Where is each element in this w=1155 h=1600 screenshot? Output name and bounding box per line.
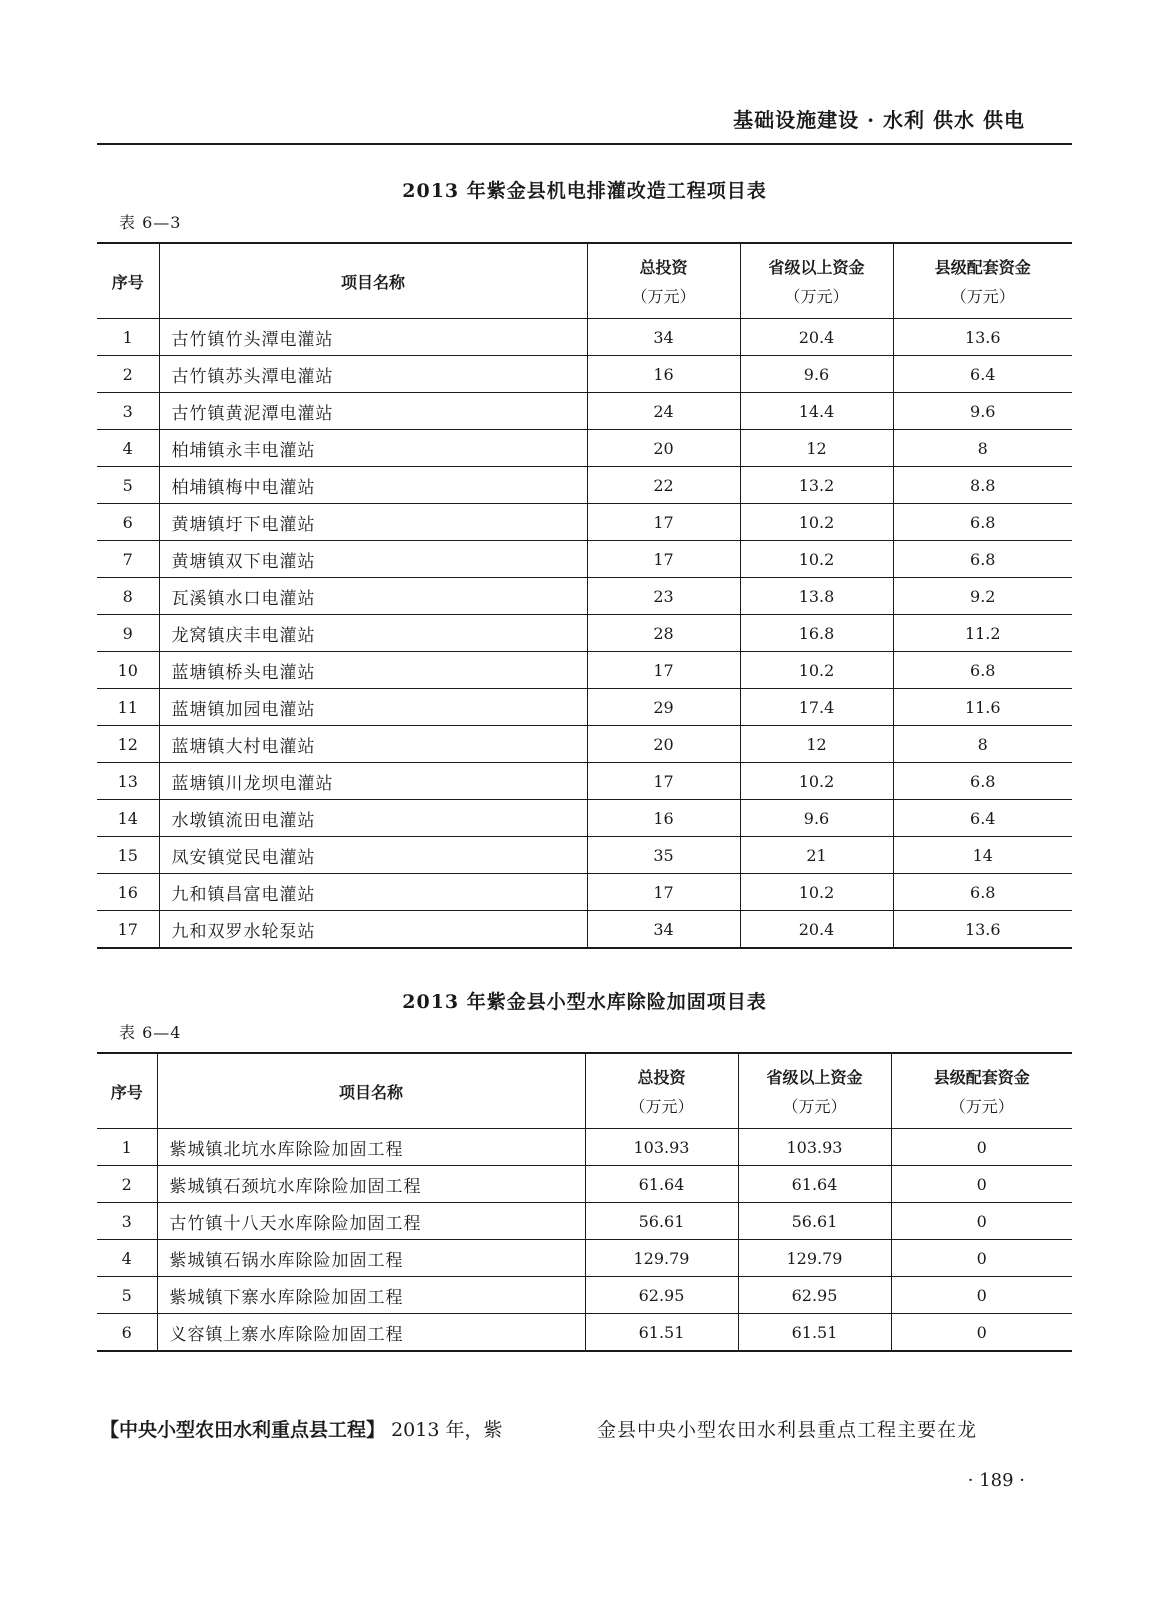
cell-prov: 10.2 bbox=[740, 541, 893, 578]
section-header-title: 基础设施建设 · 水利 供水 供电 bbox=[733, 108, 1025, 132]
cell-prov: 10.2 bbox=[740, 504, 893, 541]
table-row bbox=[97, 689, 1072, 726]
cell-prov: 56.61 bbox=[738, 1203, 891, 1240]
cell-name: 古竹镇竹头潭电灌站 bbox=[159, 319, 587, 356]
cell-seq: 13 bbox=[97, 763, 159, 800]
cell-total: 23 bbox=[587, 578, 740, 615]
table-row bbox=[97, 911, 1072, 949]
table-row bbox=[97, 652, 1072, 689]
table-row bbox=[97, 541, 1072, 578]
header-total-unit: （万元） bbox=[629, 1097, 694, 1116]
cell-county: 0 bbox=[891, 1203, 1072, 1240]
cell-county: 9.6 bbox=[893, 393, 1072, 430]
table-row bbox=[97, 393, 1072, 430]
header-total-label: 总投资 bbox=[639, 258, 688, 277]
cell-county: 6.4 bbox=[893, 800, 1072, 837]
cell-total: 16 bbox=[587, 800, 740, 837]
cell-prov: 10.2 bbox=[740, 763, 893, 800]
header-total bbox=[587, 243, 740, 319]
header-seq: 序号 bbox=[97, 1053, 157, 1129]
cell-county: 0 bbox=[891, 1129, 1072, 1166]
table-row bbox=[97, 1314, 1072, 1352]
cell-prov: 20.4 bbox=[740, 911, 893, 949]
cell-total: 17 bbox=[587, 763, 740, 800]
header-county-unit: （万元） bbox=[949, 1097, 1014, 1116]
cell-name: 紫城镇下寨水库除险加固工程 bbox=[157, 1277, 585, 1314]
header-provincial bbox=[738, 1053, 891, 1129]
header-provincial-label: 省级以上资金 bbox=[766, 1068, 863, 1087]
cell-prov: 62.95 bbox=[738, 1277, 891, 1314]
cell-name: 九和双罗水轮泵站 bbox=[159, 911, 587, 949]
table-row bbox=[97, 467, 1072, 504]
cell-county: 0 bbox=[891, 1277, 1072, 1314]
cell-seq: 2 bbox=[97, 1166, 157, 1203]
cell-total: 20 bbox=[587, 430, 740, 467]
cell-seq: 3 bbox=[97, 393, 159, 430]
table-row bbox=[97, 726, 1072, 763]
cell-seq: 1 bbox=[97, 1129, 157, 1166]
cell-county: 0 bbox=[891, 1166, 1072, 1203]
cell-total: 17 bbox=[587, 541, 740, 578]
table-row bbox=[97, 1203, 1072, 1240]
table2-header-row bbox=[97, 1053, 1072, 1129]
cell-total: 20 bbox=[587, 726, 740, 763]
cell-total: 22 bbox=[587, 467, 740, 504]
cell-name: 蓝塘镇大村电灌站 bbox=[159, 726, 587, 763]
cell-county: 13.6 bbox=[893, 911, 1072, 949]
cell-prov: 16.8 bbox=[740, 615, 893, 652]
header-seq: 序号 bbox=[97, 243, 159, 319]
cell-county: 0 bbox=[891, 1314, 1072, 1352]
cell-total: 17 bbox=[587, 504, 740, 541]
cell-prov: 61.51 bbox=[738, 1314, 891, 1352]
table-row bbox=[97, 615, 1072, 652]
paragraph-text-right: 金县中央小型农田水利县重点工程主要在龙 bbox=[597, 1419, 978, 1441]
cell-county: 6.8 bbox=[893, 541, 1072, 578]
cell-name: 黄塘镇双下电灌站 bbox=[159, 541, 587, 578]
cell-name: 龙窝镇庆丰电灌站 bbox=[159, 615, 587, 652]
cell-name: 凤安镇觉民电灌站 bbox=[159, 837, 587, 874]
cell-seq: 2 bbox=[97, 356, 159, 393]
table-reservoir-projects bbox=[97, 1052, 1072, 1352]
table-row bbox=[97, 1129, 1072, 1166]
cell-prov: 129.79 bbox=[738, 1240, 891, 1277]
body-paragraph bbox=[100, 1415, 1072, 1442]
table-row bbox=[97, 1277, 1072, 1314]
table-row bbox=[97, 578, 1072, 615]
cell-total: 62.95 bbox=[585, 1277, 738, 1314]
cell-name: 水墩镇流田电灌站 bbox=[159, 800, 587, 837]
table-row bbox=[97, 1240, 1072, 1277]
cell-name: 柏埔镇梅中电灌站 bbox=[159, 467, 587, 504]
cell-name: 紫城镇石颈坑水库除险加固工程 bbox=[157, 1166, 585, 1203]
header-provincial-unit: （万元） bbox=[782, 1097, 847, 1116]
cell-county: 6.8 bbox=[893, 652, 1072, 689]
header-provincial bbox=[740, 243, 893, 319]
cell-name: 紫城镇北坑水库除险加固工程 bbox=[157, 1129, 585, 1166]
cell-county: 8 bbox=[893, 726, 1072, 763]
table2-title: 2013 年紫金县小型水库除险加固项目表 bbox=[402, 991, 767, 1013]
header-rule bbox=[97, 143, 1072, 145]
header-total-label: 总投资 bbox=[637, 1068, 686, 1087]
cell-seq: 9 bbox=[97, 615, 159, 652]
cell-seq: 14 bbox=[97, 800, 159, 837]
cell-seq: 5 bbox=[97, 467, 159, 504]
table-row bbox=[97, 504, 1072, 541]
header-provincial-label: 省级以上资金 bbox=[768, 258, 865, 277]
cell-seq: 3 bbox=[97, 1203, 157, 1240]
cell-prov: 20.4 bbox=[740, 319, 893, 356]
cell-seq: 6 bbox=[97, 504, 159, 541]
cell-county: 6.8 bbox=[893, 874, 1072, 911]
table-row bbox=[97, 763, 1072, 800]
table2-label: 表 6—4 bbox=[119, 1023, 182, 1042]
header-county-label: 县级配套资金 bbox=[933, 1068, 1030, 1087]
header-total bbox=[585, 1053, 738, 1129]
header-name: 项目名称 bbox=[159, 243, 587, 319]
cell-total: 35 bbox=[587, 837, 740, 874]
header-provincial-unit: （万元） bbox=[784, 287, 849, 306]
cell-total: 16 bbox=[587, 356, 740, 393]
cell-total: 24 bbox=[587, 393, 740, 430]
header-total-unit: （万元） bbox=[631, 287, 696, 306]
cell-total: 29 bbox=[587, 689, 740, 726]
cell-total: 17 bbox=[587, 874, 740, 911]
table-row bbox=[97, 837, 1072, 874]
cell-total: 28 bbox=[587, 615, 740, 652]
cell-prov: 12 bbox=[740, 726, 893, 763]
cell-county: 8.8 bbox=[893, 467, 1072, 504]
cell-total: 34 bbox=[587, 911, 740, 949]
cell-county: 13.6 bbox=[893, 319, 1072, 356]
cell-name: 蓝塘镇桥头电灌站 bbox=[159, 652, 587, 689]
cell-seq: 17 bbox=[97, 911, 159, 949]
cell-total: 34 bbox=[587, 319, 740, 356]
table-row bbox=[97, 800, 1072, 837]
cell-seq: 5 bbox=[97, 1277, 157, 1314]
cell-county: 9.2 bbox=[893, 578, 1072, 615]
cell-prov: 13.2 bbox=[740, 467, 893, 504]
cell-total: 103.93 bbox=[585, 1129, 738, 1166]
cell-prov: 9.6 bbox=[740, 356, 893, 393]
cell-prov: 21 bbox=[740, 837, 893, 874]
cell-name: 黄塘镇圩下电灌站 bbox=[159, 504, 587, 541]
cell-total: 61.51 bbox=[585, 1314, 738, 1352]
cell-seq: 10 bbox=[97, 652, 159, 689]
table1-header-row bbox=[97, 243, 1072, 319]
table-row bbox=[97, 356, 1072, 393]
cell-county: 0 bbox=[891, 1240, 1072, 1277]
cell-prov: 61.64 bbox=[738, 1166, 891, 1203]
cell-prov: 12 bbox=[740, 430, 893, 467]
table-row bbox=[97, 1166, 1072, 1203]
header-county bbox=[891, 1053, 1072, 1129]
cell-seq: 12 bbox=[97, 726, 159, 763]
page-number: · 189 · bbox=[967, 1470, 1025, 1491]
cell-name: 义容镇上寨水库除险加固工程 bbox=[157, 1314, 585, 1352]
cell-total: 61.64 bbox=[585, 1166, 738, 1203]
cell-prov: 103.93 bbox=[738, 1129, 891, 1166]
header-county bbox=[893, 243, 1072, 319]
paragraph-text-left: 2013 年，紫 bbox=[391, 1419, 503, 1441]
table-row bbox=[97, 874, 1072, 911]
cell-name: 古竹镇苏头潭电灌站 bbox=[159, 356, 587, 393]
table-irrigation-projects bbox=[97, 242, 1072, 949]
cell-prov: 13.8 bbox=[740, 578, 893, 615]
cell-seq: 4 bbox=[97, 430, 159, 467]
cell-total: 17 bbox=[587, 652, 740, 689]
cell-name: 柏埔镇永丰电灌站 bbox=[159, 430, 587, 467]
header-name: 项目名称 bbox=[157, 1053, 585, 1129]
cell-name: 九和镇昌富电灌站 bbox=[159, 874, 587, 911]
cell-county: 11.6 bbox=[893, 689, 1072, 726]
cell-seq: 7 bbox=[97, 541, 159, 578]
cell-name: 紫城镇石锅水库除险加固工程 bbox=[157, 1240, 585, 1277]
cell-total: 129.79 bbox=[585, 1240, 738, 1277]
cell-name: 古竹镇黄泥潭电灌站 bbox=[159, 393, 587, 430]
cell-prov: 17.4 bbox=[740, 689, 893, 726]
cell-county: 8 bbox=[893, 430, 1072, 467]
cell-county: 6.8 bbox=[893, 504, 1072, 541]
cell-seq: 6 bbox=[97, 1314, 157, 1352]
table1-title: 2013 年紫金县机电排灌改造工程项目表 bbox=[402, 180, 767, 202]
cell-prov: 10.2 bbox=[740, 874, 893, 911]
table-row bbox=[97, 430, 1072, 467]
cell-seq: 4 bbox=[97, 1240, 157, 1277]
paragraph-lead: 【中央小型农田水利重点县工程】 bbox=[100, 1419, 386, 1441]
cell-seq: 1 bbox=[97, 319, 159, 356]
table-row bbox=[97, 319, 1072, 356]
cell-prov: 14.4 bbox=[740, 393, 893, 430]
cell-name: 瓦溪镇水口电灌站 bbox=[159, 578, 587, 615]
cell-name: 蓝塘镇川龙坝电灌站 bbox=[159, 763, 587, 800]
header-county-unit: （万元） bbox=[950, 287, 1015, 306]
cell-county: 11.2 bbox=[893, 615, 1072, 652]
cell-name: 蓝塘镇加园电灌站 bbox=[159, 689, 587, 726]
cell-prov: 9.6 bbox=[740, 800, 893, 837]
cell-seq: 15 bbox=[97, 837, 159, 874]
cell-total: 56.61 bbox=[585, 1203, 738, 1240]
cell-prov: 10.2 bbox=[740, 652, 893, 689]
table1-label: 表 6—3 bbox=[119, 213, 182, 232]
header-county-label: 县级配套资金 bbox=[934, 258, 1031, 277]
cell-seq: 11 bbox=[97, 689, 159, 726]
cell-seq: 8 bbox=[97, 578, 159, 615]
cell-name: 古竹镇十八天水库除险加固工程 bbox=[157, 1203, 585, 1240]
cell-county: 6.4 bbox=[893, 356, 1072, 393]
cell-seq: 16 bbox=[97, 874, 159, 911]
cell-county: 14 bbox=[893, 837, 1072, 874]
cell-county: 6.8 bbox=[893, 763, 1072, 800]
